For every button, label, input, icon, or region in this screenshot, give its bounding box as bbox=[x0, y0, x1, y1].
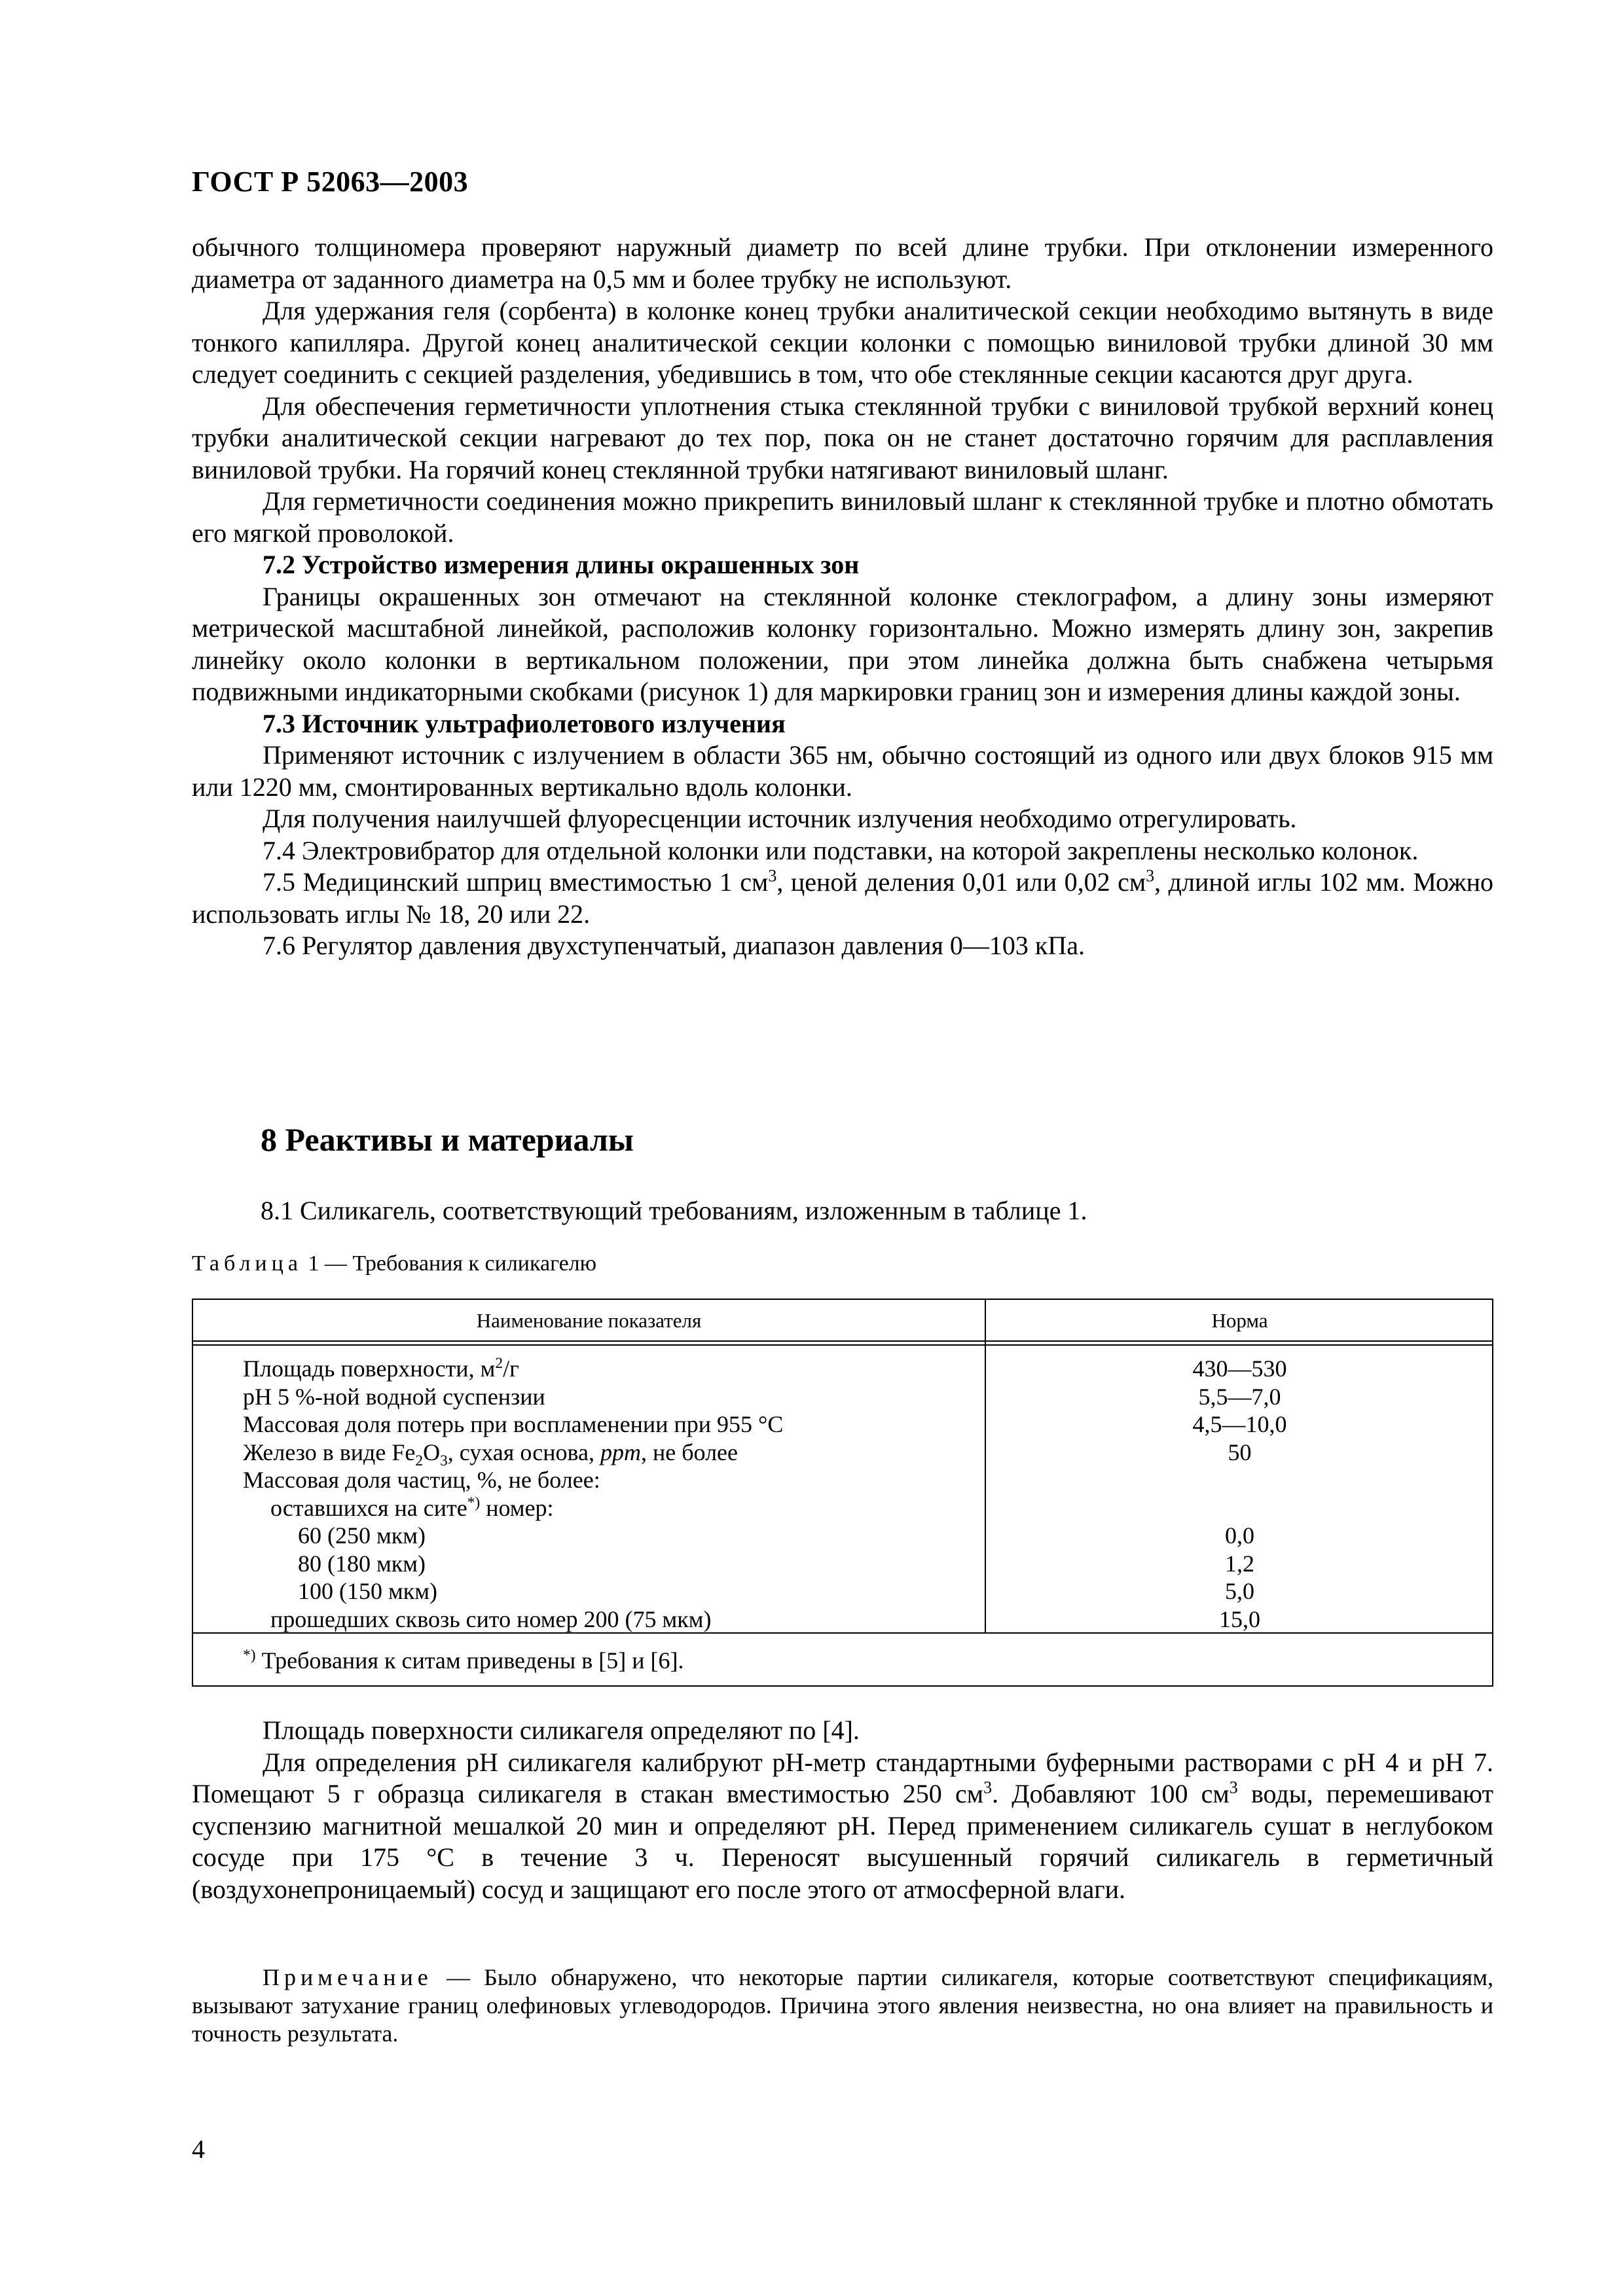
paragraph: Границы окрашенных зон отмечают на стеклянной колонке стеклографом, а длину зоны измеряют метрической масштабной линейкой, расположив колонку горизонтально. Можно измерять длину зон, закрепив линейку около колонки в вертикальном положении, при этом линейка должна быть снабжена четырьмя подвижными индикаторными скобками (рисунок 1) для маркировки границ зон и измерения длины каждой зоны. bbox=[192, 581, 1493, 706]
body-text bbox=[192, 232, 1493, 962]
column-header-norm: Норма bbox=[1211, 1309, 1268, 1332]
paragraph: Применяют источник с излучением в области 365 нм, обычно состоящий из одного или двух блоков 915 мм или 1220 мм, смонтированных вертикально вдоль колонки. bbox=[192, 740, 1493, 802]
table-row: прошедших сквозь сито номер 200 (75 мкм) 15,0 bbox=[270, 1605, 1260, 1632]
column-header-name: Наименование показателя bbox=[476, 1309, 702, 1332]
table-row: Массовая доля частиц, %, не более: bbox=[243, 1467, 600, 1493]
table-row: оставшихся на сите*) номер: bbox=[270, 1494, 554, 1521]
note-label: Примечание bbox=[263, 1964, 433, 1990]
requirements-table bbox=[192, 1299, 1493, 1687]
item-8-1: 8.1 Силикагель, соответствующий требованиям, изложенным в таблице 1. bbox=[261, 1196, 1087, 1225]
note-text: — Было обнаружено, что некоторые партии силикагеля, которые соответствуют спецификациям, вызывают затухание границ олефиновых углеводородов. Причина этого явления неизвестна, но она влияет на правильность и точность результата. bbox=[192, 1964, 1493, 2047]
note bbox=[192, 1964, 1493, 2048]
table-row: Площадь поверхности, $м^2/г$ 430—530 bbox=[243, 1355, 1287, 1382]
table-row: 100 (150 мкм) 5,0 bbox=[298, 1578, 1254, 1604]
paragraph: Площадь поверхности силикагеля определяют по [4]. bbox=[263, 1715, 860, 1745]
paragraph: обычного толщиномера проверяют наружный диаметр по всей длине трубки. При отклонении измеренного диаметра от заданного диаметра на 0,5 мм и более трубку не используют. bbox=[192, 232, 1493, 294]
table-row: Железо в виде $Fe_2O_3$, сухая основа, ppm, не более 50 bbox=[243, 1439, 1252, 1469]
table-footnote: *) Требования к ситам приведены в [5] и [6]. bbox=[243, 1647, 684, 1674]
paragraph: Для определения pH силикагеля калибруют pH-метр стандартными буферными растворами с pH 4 и pH 7. Помещают 5 г образца силикагеля в стакан вместимостью 250 $см^3$. Добавляют 100 $см^3$ воды, перемешивают суспензию магнитной мешалкой 20 мин и определяют pH. Перед применением силикагель сушат в неглубоком сосуде при 175 °С в течение 3 ч. Переносят высушенный горячий силикагель в герметичный (воздухонепроницаемый) сосуд и защищают его после этого от атмосферной влаги. bbox=[192, 1747, 1493, 1904]
table-body bbox=[193, 1355, 1492, 1633]
item-7-6: 7.6 Регулятор давления двухступенчатый, диапазон давления 0—103 кПа. bbox=[263, 931, 1085, 960]
paragraph: Для удержания геля (сорбента) в колонке конец трубки аналитической секции необходимо вытянуть в виде тонкого капилляра. Другой конец аналитической секции колонки с помощью виниловой трубки длиной 30 мм следует соединить с секцией разделения, убедившись в том, что обе стеклянные секции касаются друг друга. bbox=[192, 296, 1493, 389]
table-row: Массовая доля потерь при воспламенении при 955 °С 4,5—10,0 bbox=[243, 1411, 1287, 1437]
page-number: 4 bbox=[192, 2134, 205, 2164]
table-footnote-row bbox=[193, 1632, 1492, 1688]
document-header: ГОСТ Р 52063—2003 bbox=[192, 166, 469, 198]
subsection-heading-7-3: 7.3 Источник ультрафиолетового излучения bbox=[263, 708, 786, 738]
table-row: 80 (180 мкм) 1,2 bbox=[298, 1550, 1254, 1577]
paragraph: Для получения наилучшей флуоресценции источник излучения необходимо отрегулировать. bbox=[263, 804, 1297, 833]
body-text-after-table bbox=[192, 1715, 1493, 1905]
paragraph: Для обеспечения герметичности уплотнения стыка стеклянной трубки с виниловой трубкой верхний конец трубки аналитической секции нагревают до тех пор, пока он не станет достаточно горячим для расплавления виниловой трубки. На горячий конец стеклянной трубки натягивают виниловый шланг. bbox=[192, 391, 1493, 484]
table-header bbox=[193, 1300, 1492, 1346]
subsection-heading-7-2: 7.2 Устройство измерения длины окрашенных зон bbox=[263, 550, 860, 579]
section-title: 8 Реактивы и материалы bbox=[261, 1121, 634, 1158]
table-row: pH 5 %-ной водной суспензии 5,5—7,0 bbox=[243, 1383, 1281, 1410]
item-7-5: 7.5 Медицинский шприц вместимостью 1 $см^3$, ценой деления 0,01 или 0,02 $см^3$, длиной иглы 102 мм. Можно использовать иглы № 18, 20 или 22. bbox=[192, 866, 1494, 929]
item-7-4: 7.4 Электровибратор для отдельной колонки или подставки, на которой закреплены несколько колонок. bbox=[263, 835, 1419, 865]
table-caption: Таблица 1 — Требования к силикагелю bbox=[192, 1251, 597, 1276]
paragraph: Для герметичности соединения можно прикрепить виниловый шланг к стеклянной трубке и плотно обмотать его мягкой проволокой. bbox=[192, 486, 1493, 548]
table-row: 60 (250 мкм) 0,0 bbox=[298, 1522, 1254, 1549]
